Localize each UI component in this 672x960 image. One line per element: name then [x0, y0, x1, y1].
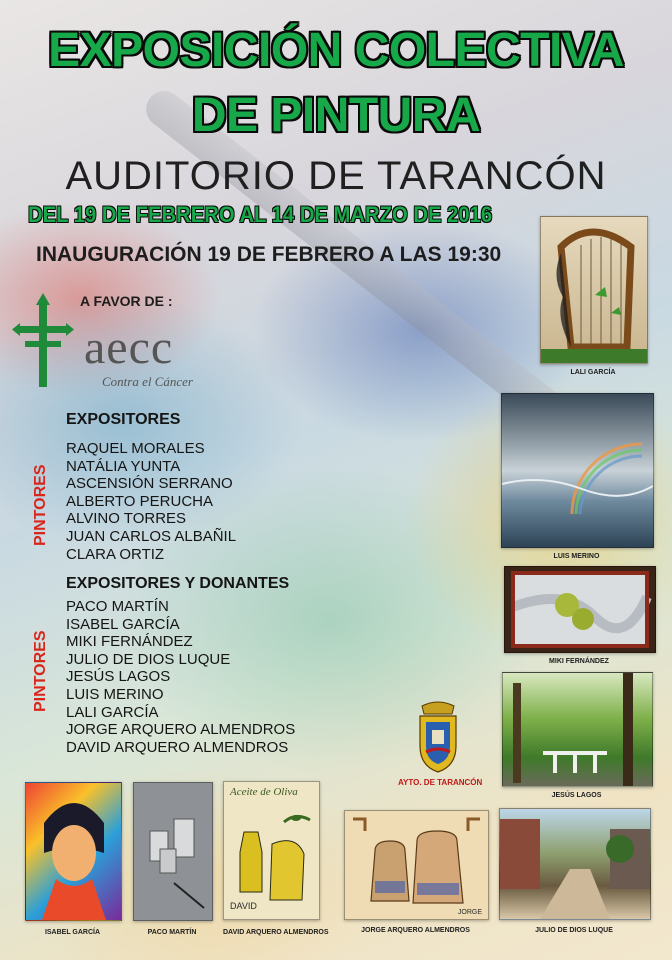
- artwork-signature: DAVID: [230, 901, 257, 911]
- donors-heading: EXPOSITORES Y DONANTES: [66, 575, 290, 592]
- artwork-caption: JORGE ARQUERO ALMENDROS: [361, 927, 470, 934]
- list-item: ISABEL GARCÍA: [66, 615, 180, 633]
- artwork-david-arquero: [223, 781, 320, 920]
- list-item: ASCENSIÓN SERRANO: [66, 475, 233, 493]
- list-item: JUAN CARLOS ALBAÑIL: [66, 527, 237, 545]
- exhibitors-heading: EXPOSITORES: [66, 411, 181, 428]
- artwork-caption: MIKI FERNÁNDEZ: [549, 658, 609, 665]
- title-line-1: EXPOSICIÓN COLECTIVA: [48, 24, 624, 77]
- artwork-text: Aceite de Oliva: [230, 786, 298, 798]
- artwork-signature: JORGE: [457, 909, 482, 916]
- title-line-2: DE PINTURA: [191, 89, 481, 142]
- list-item: JULIO DE DIOS LUQUE: [66, 650, 231, 668]
- venue: AUDITORIO DE TARANCÓN: [65, 154, 607, 198]
- artwork-caption: JESÚS LAGOS: [551, 792, 602, 799]
- artwork-caption: JULIO DE DIOS LUQUE: [535, 927, 613, 934]
- list-item: CLARA ORTIZ: [66, 545, 165, 563]
- painters-side-label-2: PINTORES: [32, 630, 49, 712]
- artwork-caption: LUIS MERINO: [553, 553, 600, 560]
- list-item: NATÁLIA YUNTA: [66, 457, 181, 475]
- artwork-lali-garcia: [540, 216, 648, 364]
- list-item: RAQUEL MORALES: [66, 440, 205, 457]
- artwork-paco-martin: [133, 782, 213, 921]
- aecc-logo-subtitle: Contra el Cáncer: [102, 374, 193, 389]
- list-item: ALBERTO PERUCHA: [66, 492, 213, 510]
- aecc-logo: aecc: [84, 321, 174, 374]
- list-item: MIKI FERNÁNDEZ: [66, 633, 193, 651]
- artwork-caption: DAVID ARQUERO ALMENDROS: [223, 929, 329, 936]
- list-item: JORGE ARQUERO ALMENDROS: [66, 721, 296, 739]
- artwork-isabel-garcia: [25, 782, 122, 921]
- town-crest-label: AYTO. DE TARANCÓN: [398, 778, 483, 787]
- artwork-jorge-arquero: [344, 810, 489, 920]
- artwork-caption: PACO MARTÍN: [147, 929, 197, 936]
- artwork-miki-fernandez: [504, 566, 656, 653]
- exhibitors-list: [66, 440, 236, 563]
- list-item: JESÚS LAGOS: [66, 668, 171, 686]
- list-item: ALVINO TORRES: [66, 510, 187, 528]
- town-crest-icon: [414, 700, 462, 774]
- beneficiary-label: A FAVOR DE :: [80, 293, 173, 309]
- cross-icon: [12, 293, 74, 389]
- artwork-jesus-lagos: [502, 672, 653, 787]
- artwork-caption: ISABEL GARCÍA: [44, 929, 101, 936]
- artwork-julio-de-dios: [499, 808, 651, 920]
- donors-list: [66, 598, 295, 756]
- artwork-luis-merino: [501, 393, 654, 548]
- list-item: DAVID ARQUERO ALMENDROS: [66, 738, 289, 756]
- artwork-caption: LALI GARCÍA: [570, 369, 616, 376]
- inauguration: INAUGURACIÓN 19 DE FEBRERO A LAS 19:30: [36, 243, 502, 266]
- dates: DEL 19 DE FEBRERO AL 14 DE MARZO DE 2016: [28, 202, 493, 227]
- list-item: PACO MARTÍN: [66, 598, 169, 615]
- painters-side-label: PINTORES: [32, 464, 49, 546]
- list-item: LUIS MERINO: [66, 685, 164, 703]
- list-item: LALI GARCÍA: [66, 703, 159, 721]
